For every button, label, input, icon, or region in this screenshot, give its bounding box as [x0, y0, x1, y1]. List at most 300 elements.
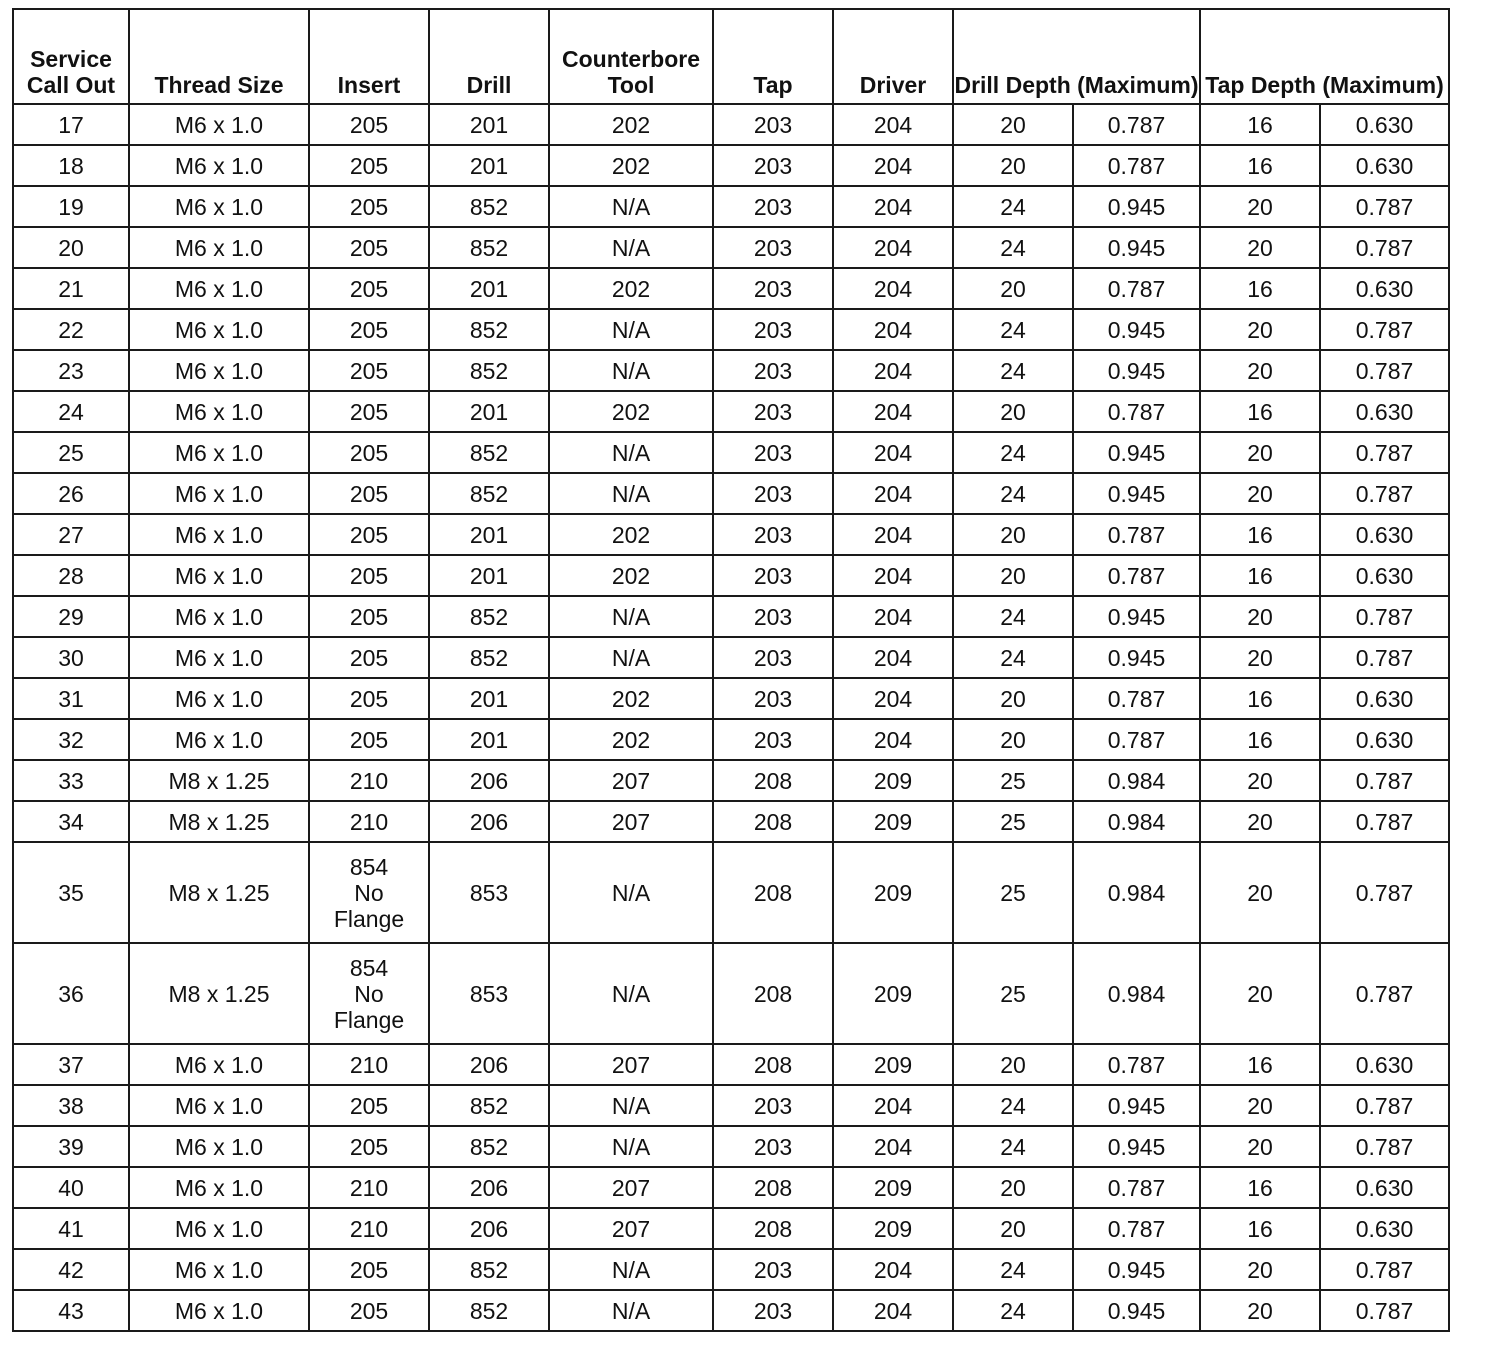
table-row	[13, 104, 1449, 145]
cell-insert: 210	[309, 1044, 429, 1085]
cell-tap: 203	[713, 678, 833, 719]
cell-insert: 205	[309, 473, 429, 514]
cell-driver: 204	[833, 104, 953, 145]
cell-drill-depth-in: 0.787	[1073, 678, 1200, 719]
cell-insert: 205	[309, 391, 429, 432]
cell-drill: 853	[429, 943, 549, 1044]
cell-counterbore: 207	[549, 801, 713, 842]
cell-tap-depth-mm: 20	[1200, 596, 1320, 637]
cell-tap-depth-in: 0.787	[1320, 186, 1449, 227]
cell-call: 40	[13, 1167, 129, 1208]
cell-driver: 204	[833, 678, 953, 719]
table-row	[13, 760, 1449, 801]
cell-driver: 204	[833, 637, 953, 678]
cell-drill: 206	[429, 801, 549, 842]
cell-insert: 205	[309, 350, 429, 391]
cell-drill-depth-mm: 20	[953, 268, 1073, 309]
cell-drill: 206	[429, 760, 549, 801]
table-row	[13, 514, 1449, 555]
cell-counterbore: N/A	[549, 350, 713, 391]
cell-counterbore: N/A	[549, 309, 713, 350]
cell-drill-depth-in: 0.945	[1073, 309, 1200, 350]
cell-driver: 204	[833, 432, 953, 473]
cell-driver: 209	[833, 1208, 953, 1249]
cell-tap-depth-in: 0.787	[1320, 473, 1449, 514]
cell-insert: 205	[309, 1290, 429, 1331]
cell-insert: 205	[309, 145, 429, 186]
cell-thread: M6 x 1.0	[129, 1167, 309, 1208]
cell-call: 36	[13, 943, 129, 1044]
cell-drill: 206	[429, 1044, 549, 1085]
cell-insert: 210	[309, 1167, 429, 1208]
cell-tap-depth-in: 0.630	[1320, 268, 1449, 309]
cell-tap-depth-mm: 20	[1200, 801, 1320, 842]
cell-driver: 204	[833, 350, 953, 391]
cell-drill-depth-mm: 25	[953, 760, 1073, 801]
cell-tap: 208	[713, 760, 833, 801]
cell-tap: 203	[713, 1126, 833, 1167]
cell-drill-depth-in: 0.945	[1073, 1126, 1200, 1167]
cell-driver: 204	[833, 391, 953, 432]
cell-tap: 208	[713, 842, 833, 943]
cell-insert: 205	[309, 1249, 429, 1290]
cell-tap: 208	[713, 1167, 833, 1208]
cell-tap-depth-in: 0.787	[1320, 943, 1449, 1044]
insert-note-line-2: Flange	[333, 1006, 405, 1033]
cell-drill-depth-mm: 25	[953, 842, 1073, 943]
cell-driver: 204	[833, 186, 953, 227]
cell-driver: 204	[833, 1290, 953, 1331]
header-driver: Driver	[833, 9, 953, 104]
cell-tap-depth-mm: 16	[1200, 1208, 1320, 1249]
cell-tap-depth-in: 0.787	[1320, 350, 1449, 391]
table-row	[13, 801, 1449, 842]
cell-tap-depth-mm: 20	[1200, 1290, 1320, 1331]
cell-drill-depth-in: 0.787	[1073, 104, 1200, 145]
cell-tap-depth-mm: 20	[1200, 1249, 1320, 1290]
cell-driver: 209	[833, 842, 953, 943]
cell-drill-depth-mm: 24	[953, 1126, 1073, 1167]
cell-tap-depth-mm: 16	[1200, 719, 1320, 760]
table-body	[13, 104, 1449, 1331]
table-row	[13, 432, 1449, 473]
cell-drill-depth-mm: 25	[953, 943, 1073, 1044]
cell-call: 43	[13, 1290, 129, 1331]
cell-driver: 204	[833, 145, 953, 186]
table-row	[13, 719, 1449, 760]
table-row	[13, 596, 1449, 637]
table-row	[13, 350, 1449, 391]
cell-insert: 205	[309, 719, 429, 760]
cell-drill: 852	[429, 1085, 549, 1126]
cell-drill-depth-in: 0.945	[1073, 350, 1200, 391]
cell-drill-depth-in: 0.945	[1073, 227, 1200, 268]
cell-call: 27	[13, 514, 129, 555]
cell-tap: 203	[713, 1249, 833, 1290]
cell-tap-depth-mm: 20	[1200, 473, 1320, 514]
cell-drill-depth-mm: 24	[953, 473, 1073, 514]
cell-tap-depth-mm: 16	[1200, 555, 1320, 596]
cell-drill-depth-in: 0.787	[1073, 391, 1200, 432]
insert-number: 854	[349, 954, 389, 981]
cell-tap-depth-mm: 20	[1200, 227, 1320, 268]
cell-drill-depth-mm: 20	[953, 1044, 1073, 1085]
cell-tap: 203	[713, 309, 833, 350]
cell-tap-depth-mm: 20	[1200, 350, 1320, 391]
cell-insert: 205	[309, 186, 429, 227]
cell-tap-depth-mm: 16	[1200, 514, 1320, 555]
cell-drill: 201	[429, 391, 549, 432]
cell-tap-depth-mm: 20	[1200, 637, 1320, 678]
cell-tap: 208	[713, 943, 833, 1044]
table-row	[13, 1208, 1449, 1249]
header-service-call-out: Service Call Out	[13, 9, 129, 104]
table-row	[13, 391, 1449, 432]
cell-call: 22	[13, 309, 129, 350]
cell-driver: 204	[833, 555, 953, 596]
cell-call: 37	[13, 1044, 129, 1085]
cell-thread: M6 x 1.0	[129, 145, 309, 186]
cell-tap-depth-mm: 20	[1200, 1126, 1320, 1167]
cell-drill: 852	[429, 1249, 549, 1290]
header-tap: Tap	[713, 9, 833, 104]
cell-tap: 203	[713, 637, 833, 678]
cell-driver: 209	[833, 801, 953, 842]
cell-thread: M8 x 1.25	[129, 842, 309, 943]
cell-tap-depth-in: 0.787	[1320, 596, 1449, 637]
cell-insert: 205	[309, 432, 429, 473]
cell-driver: 204	[833, 227, 953, 268]
cell-tap: 203	[713, 268, 833, 309]
header-insert: Insert	[309, 9, 429, 104]
cell-drill-depth-in: 0.945	[1073, 186, 1200, 227]
cell-drill-depth-mm: 25	[953, 801, 1073, 842]
cell-driver: 204	[833, 268, 953, 309]
cell-tap-depth-mm: 16	[1200, 678, 1320, 719]
cell-drill-depth-in: 0.787	[1073, 514, 1200, 555]
cell-counterbore: N/A	[549, 637, 713, 678]
thread-insert-table	[12, 8, 1450, 1332]
cell-drill: 852	[429, 596, 549, 637]
cell-drill-depth-in: 0.984	[1073, 801, 1200, 842]
cell-call: 34	[13, 801, 129, 842]
cell-drill: 852	[429, 473, 549, 514]
table-row	[13, 473, 1449, 514]
cell-driver: 204	[833, 1249, 953, 1290]
table-row	[13, 1249, 1449, 1290]
cell-call: 35	[13, 842, 129, 943]
table-row	[13, 943, 1449, 1044]
cell-thread: M6 x 1.0	[129, 1044, 309, 1085]
cell-thread: M6 x 1.0	[129, 473, 309, 514]
cell-drill-depth-in: 0.984	[1073, 943, 1200, 1044]
cell-tap-depth-mm: 16	[1200, 1167, 1320, 1208]
cell-drill-depth-mm: 20	[953, 555, 1073, 596]
cell-counterbore: N/A	[549, 842, 713, 943]
cell-call: 19	[13, 186, 129, 227]
cell-tap-depth-in: 0.630	[1320, 678, 1449, 719]
cell-drill-depth-mm: 20	[953, 391, 1073, 432]
cell-counterbore: 202	[549, 104, 713, 145]
cell-counterbore: 207	[549, 1208, 713, 1249]
cell-call: 20	[13, 227, 129, 268]
cell-tap-depth-mm: 20	[1200, 760, 1320, 801]
cell-drill: 852	[429, 186, 549, 227]
cell-drill: 201	[429, 268, 549, 309]
cell-thread: M6 x 1.0	[129, 514, 309, 555]
cell-thread: M6 x 1.0	[129, 227, 309, 268]
cell-drill-depth-in: 0.945	[1073, 473, 1200, 514]
cell-counterbore: N/A	[549, 1085, 713, 1126]
cell-counterbore: N/A	[549, 473, 713, 514]
cell-call: 21	[13, 268, 129, 309]
insert-note-line-2: Flange	[333, 905, 405, 932]
cell-tap: 203	[713, 227, 833, 268]
cell-drill-depth-mm: 20	[953, 719, 1073, 760]
cell-call: 39	[13, 1126, 129, 1167]
cell-call: 18	[13, 145, 129, 186]
cell-tap: 203	[713, 104, 833, 145]
cell-tap-depth-in: 0.787	[1320, 309, 1449, 350]
cell-tap-depth-mm: 16	[1200, 268, 1320, 309]
header-row	[13, 9, 1449, 104]
cell-drill: 852	[429, 432, 549, 473]
cell-drill-depth-in: 0.787	[1073, 1044, 1200, 1085]
cell-tap-depth-mm: 20	[1200, 432, 1320, 473]
cell-drill: 852	[429, 227, 549, 268]
table-row	[13, 678, 1449, 719]
cell-tap-depth-in: 0.787	[1320, 637, 1449, 678]
cell-call: 28	[13, 555, 129, 596]
header-drill-depth: Drill Depth (Maximum)	[953, 9, 1200, 104]
cell-drill: 852	[429, 1126, 549, 1167]
cell-tap-depth-in: 0.787	[1320, 1126, 1449, 1167]
cell-thread: M8 x 1.25	[129, 943, 309, 1044]
cell-insert	[309, 943, 429, 1044]
cell-insert: 205	[309, 1126, 429, 1167]
table-row	[13, 227, 1449, 268]
cell-tap-depth-mm: 20	[1200, 1085, 1320, 1126]
cell-call: 33	[13, 760, 129, 801]
cell-drill-depth-mm: 24	[953, 309, 1073, 350]
cell-tap: 203	[713, 145, 833, 186]
cell-drill: 852	[429, 309, 549, 350]
cell-drill: 201	[429, 719, 549, 760]
cell-thread: M6 x 1.0	[129, 1126, 309, 1167]
cell-drill-depth-mm: 24	[953, 1085, 1073, 1126]
cell-insert	[309, 842, 429, 943]
cell-tap-depth-mm: 20	[1200, 309, 1320, 350]
cell-tap-depth-in: 0.630	[1320, 719, 1449, 760]
table-row	[13, 268, 1449, 309]
cell-drill-depth-in: 0.787	[1073, 145, 1200, 186]
cell-counterbore: N/A	[549, 1126, 713, 1167]
cell-driver: 204	[833, 596, 953, 637]
cell-tap-depth-in: 0.787	[1320, 432, 1449, 473]
cell-tap: 203	[713, 473, 833, 514]
cell-driver: 209	[833, 1167, 953, 1208]
table-row	[13, 186, 1449, 227]
cell-driver: 204	[833, 514, 953, 555]
cell-insert: 205	[309, 1085, 429, 1126]
cell-counterbore: 202	[549, 391, 713, 432]
cell-tap: 203	[713, 596, 833, 637]
cell-drill: 201	[429, 678, 549, 719]
cell-driver: 204	[833, 473, 953, 514]
cell-tap-depth-mm: 16	[1200, 104, 1320, 145]
cell-drill-depth-mm: 20	[953, 678, 1073, 719]
table-row	[13, 1167, 1449, 1208]
cell-drill-depth-mm: 24	[953, 1249, 1073, 1290]
cell-thread: M6 x 1.0	[129, 309, 309, 350]
cell-drill-depth-mm: 24	[953, 432, 1073, 473]
cell-drill-depth-in: 0.984	[1073, 760, 1200, 801]
cell-tap: 203	[713, 391, 833, 432]
cell-tap-depth-in: 0.787	[1320, 760, 1449, 801]
cell-driver: 209	[833, 1044, 953, 1085]
cell-call: 17	[13, 104, 129, 145]
cell-thread: M6 x 1.0	[129, 1290, 309, 1331]
cell-thread: M6 x 1.0	[129, 678, 309, 719]
cell-insert: 210	[309, 1208, 429, 1249]
cell-insert: 210	[309, 760, 429, 801]
cell-insert: 205	[309, 678, 429, 719]
cell-tap: 208	[713, 1044, 833, 1085]
cell-driver: 204	[833, 1085, 953, 1126]
header-drill: Drill	[429, 9, 549, 104]
cell-call: 30	[13, 637, 129, 678]
cell-drill-depth-mm: 24	[953, 227, 1073, 268]
cell-drill-depth-in: 0.945	[1073, 1085, 1200, 1126]
cell-tap: 203	[713, 555, 833, 596]
cell-drill-depth-in: 0.787	[1073, 555, 1200, 596]
cell-tap: 203	[713, 350, 833, 391]
cell-call: 38	[13, 1085, 129, 1126]
cell-thread: M8 x 1.25	[129, 801, 309, 842]
cell-drill: 852	[429, 350, 549, 391]
cell-drill: 853	[429, 842, 549, 943]
cell-drill-depth-in: 0.945	[1073, 596, 1200, 637]
cell-insert: 205	[309, 514, 429, 555]
cell-tap-depth-in: 0.787	[1320, 1249, 1449, 1290]
cell-counterbore: 202	[549, 514, 713, 555]
cell-insert: 205	[309, 637, 429, 678]
cell-tap-depth-in: 0.630	[1320, 391, 1449, 432]
cell-thread: M6 x 1.0	[129, 1249, 309, 1290]
cell-tap: 208	[713, 801, 833, 842]
cell-driver: 204	[833, 309, 953, 350]
cell-tap-depth-mm: 20	[1200, 943, 1320, 1044]
cell-tap: 203	[713, 1290, 833, 1331]
cell-driver: 209	[833, 760, 953, 801]
cell-tap-depth-in: 0.787	[1320, 1085, 1449, 1126]
cell-drill-depth-mm: 24	[953, 596, 1073, 637]
cell-drill-depth-mm: 20	[953, 514, 1073, 555]
cell-drill-depth-in: 0.787	[1073, 1208, 1200, 1249]
cell-counterbore: 202	[549, 678, 713, 719]
cell-drill-depth-mm: 24	[953, 637, 1073, 678]
cell-drill-depth-in: 0.945	[1073, 432, 1200, 473]
cell-tap: 203	[713, 432, 833, 473]
cell-thread: M6 x 1.0	[129, 391, 309, 432]
cell-drill-depth-mm: 20	[953, 1208, 1073, 1249]
cell-insert: 210	[309, 801, 429, 842]
table-row	[13, 145, 1449, 186]
cell-thread: M6 x 1.0	[129, 432, 309, 473]
cell-counterbore: N/A	[549, 186, 713, 227]
cell-tap: 203	[713, 1085, 833, 1126]
cell-drill-depth-in: 0.787	[1073, 268, 1200, 309]
cell-insert: 205	[309, 104, 429, 145]
cell-counterbore: N/A	[549, 943, 713, 1044]
cell-tap-depth-in: 0.630	[1320, 555, 1449, 596]
cell-tap-depth-in: 0.630	[1320, 1044, 1449, 1085]
cell-thread: M6 x 1.0	[129, 719, 309, 760]
cell-call: 26	[13, 473, 129, 514]
cell-counterbore: N/A	[549, 596, 713, 637]
cell-counterbore: N/A	[549, 227, 713, 268]
cell-tap-depth-in: 0.787	[1320, 801, 1449, 842]
cell-counterbore: 202	[549, 555, 713, 596]
cell-drill: 201	[429, 145, 549, 186]
table-row	[13, 1290, 1449, 1331]
cell-insert: 205	[309, 555, 429, 596]
cell-insert: 205	[309, 309, 429, 350]
cell-tap: 208	[713, 1208, 833, 1249]
cell-driver: 204	[833, 1126, 953, 1167]
header-counterbore-tool: Counterbore Tool	[549, 9, 713, 104]
cell-thread: M6 x 1.0	[129, 637, 309, 678]
cell-drill-depth-mm: 20	[953, 1167, 1073, 1208]
cell-drill-depth-mm: 20	[953, 145, 1073, 186]
header-tap-depth: Tap Depth (Maximum)	[1200, 9, 1449, 104]
cell-call: 25	[13, 432, 129, 473]
cell-tap: 203	[713, 514, 833, 555]
cell-insert: 205	[309, 268, 429, 309]
cell-tap: 203	[713, 719, 833, 760]
cell-drill: 201	[429, 555, 549, 596]
cell-drill-depth-in: 0.945	[1073, 637, 1200, 678]
cell-call: 24	[13, 391, 129, 432]
cell-tap-depth-mm: 16	[1200, 145, 1320, 186]
cell-call: 23	[13, 350, 129, 391]
cell-insert: 205	[309, 227, 429, 268]
cell-drill: 201	[429, 514, 549, 555]
insert-note-line-1: No	[354, 980, 384, 1007]
cell-thread: M6 x 1.0	[129, 104, 309, 145]
cell-driver: 209	[833, 943, 953, 1044]
cell-drill-depth-in: 0.945	[1073, 1249, 1200, 1290]
cell-call: 41	[13, 1208, 129, 1249]
cell-tap-depth-mm: 16	[1200, 1044, 1320, 1085]
cell-tap-depth-in: 0.630	[1320, 104, 1449, 145]
cell-counterbore: N/A	[549, 1290, 713, 1331]
cell-tap-depth-in: 0.787	[1320, 842, 1449, 943]
cell-thread: M6 x 1.0	[129, 555, 309, 596]
cell-drill-depth-mm: 24	[953, 1290, 1073, 1331]
cell-drill: 852	[429, 637, 549, 678]
cell-drill: 206	[429, 1208, 549, 1249]
cell-thread: M6 x 1.0	[129, 596, 309, 637]
cell-tap-depth-in: 0.630	[1320, 1167, 1449, 1208]
cell-counterbore: 202	[549, 145, 713, 186]
cell-call: 42	[13, 1249, 129, 1290]
cell-tap-depth-in: 0.787	[1320, 227, 1449, 268]
cell-drill-depth-mm: 20	[953, 104, 1073, 145]
cell-thread: M6 x 1.0	[129, 186, 309, 227]
cell-tap-depth-in: 0.787	[1320, 1290, 1449, 1331]
cell-counterbore: 202	[549, 268, 713, 309]
